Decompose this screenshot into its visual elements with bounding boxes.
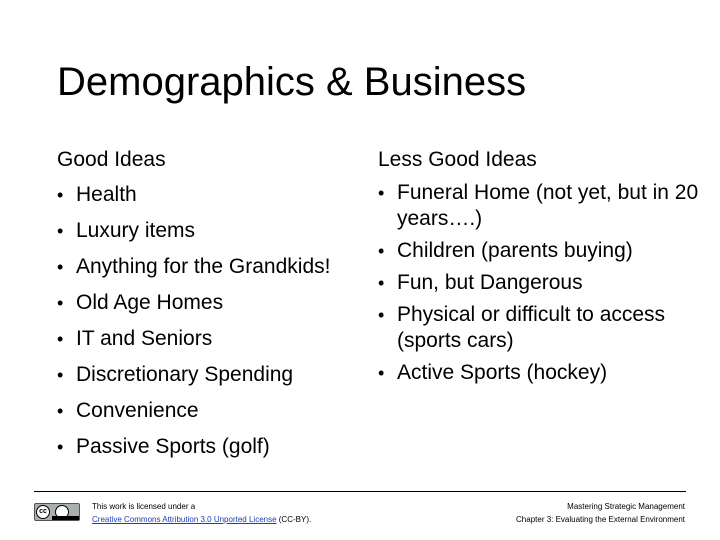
license-link-line [92, 513, 311, 526]
license-line: This work is licensed under a [92, 502, 196, 511]
list-item-text: IT and Seniors [76, 327, 213, 350]
bullet-icon: • [378, 183, 385, 203]
bullet-icon: • [57, 185, 64, 205]
list-item [57, 252, 377, 288]
list-item-text: Health [76, 183, 137, 206]
bullet-icon: • [57, 221, 64, 241]
list-item-text: Fun, but Dangerous [397, 271, 583, 294]
list-item [378, 270, 708, 296]
list-item [57, 432, 377, 468]
good-ideas-list [57, 180, 377, 468]
book-title: Mastering Strategic Management [567, 502, 685, 511]
less-good-ideas-heading: Less Good Ideas [378, 148, 537, 171]
less-good-ideas-list [378, 180, 708, 392]
bullet-icon: • [57, 329, 64, 349]
cc-license-badge [34, 503, 80, 521]
bullet-icon: • [57, 365, 64, 385]
list-item [378, 238, 708, 264]
list-item-text: Old Age Homes [76, 291, 224, 314]
bullet-icon: • [57, 437, 64, 457]
list-item-text: Passive Sports (golf) [76, 435, 270, 458]
list-item-text: Anything for the Grandkids! [76, 255, 331, 278]
list-item [378, 302, 708, 354]
bullet-icon: • [378, 273, 385, 293]
good-ideas-heading: Good Ideas [57, 148, 166, 171]
list-item [57, 288, 377, 324]
bullet-icon: • [378, 305, 385, 325]
list-item [57, 396, 377, 432]
list-item-text: Discretionary Spending [76, 363, 294, 386]
book-info [516, 500, 685, 526]
list-item-text: Funeral Home (not yet, but in 20 years….) [397, 181, 699, 230]
list-item-text: Active Sports (hockey) [397, 361, 608, 384]
list-item-text: Convenience [76, 399, 199, 422]
bullet-icon: • [57, 293, 64, 313]
badge-strip [52, 516, 79, 520]
footer-divider [34, 491, 686, 492]
license-link[interactable]: Creative Commons Attribution 3.0 Unported License [92, 515, 277, 524]
slide-title: Demographics & Business [57, 60, 527, 104]
bullet-icon: • [378, 363, 385, 383]
bullet-icon: • [57, 257, 64, 277]
license-suffix: (CC-BY). [276, 515, 312, 524]
license-text [92, 500, 311, 526]
bullet-icon: • [378, 241, 385, 261]
list-item [57, 360, 377, 396]
list-item [378, 180, 708, 232]
list-item-text: Luxury items [76, 219, 196, 242]
list-item [57, 216, 377, 252]
chapter-title: Chapter 3: Evaluating the External Environment [516, 515, 685, 524]
list-item [378, 360, 708, 386]
bullet-icon: • [57, 401, 64, 421]
list-item-text: Physical or difficult to access (sports cars) [397, 303, 666, 352]
list-item [57, 324, 377, 360]
list-item-text: Children (parents buying) [397, 239, 633, 262]
list-item [57, 180, 377, 216]
cc-icon: cc [36, 505, 50, 519]
